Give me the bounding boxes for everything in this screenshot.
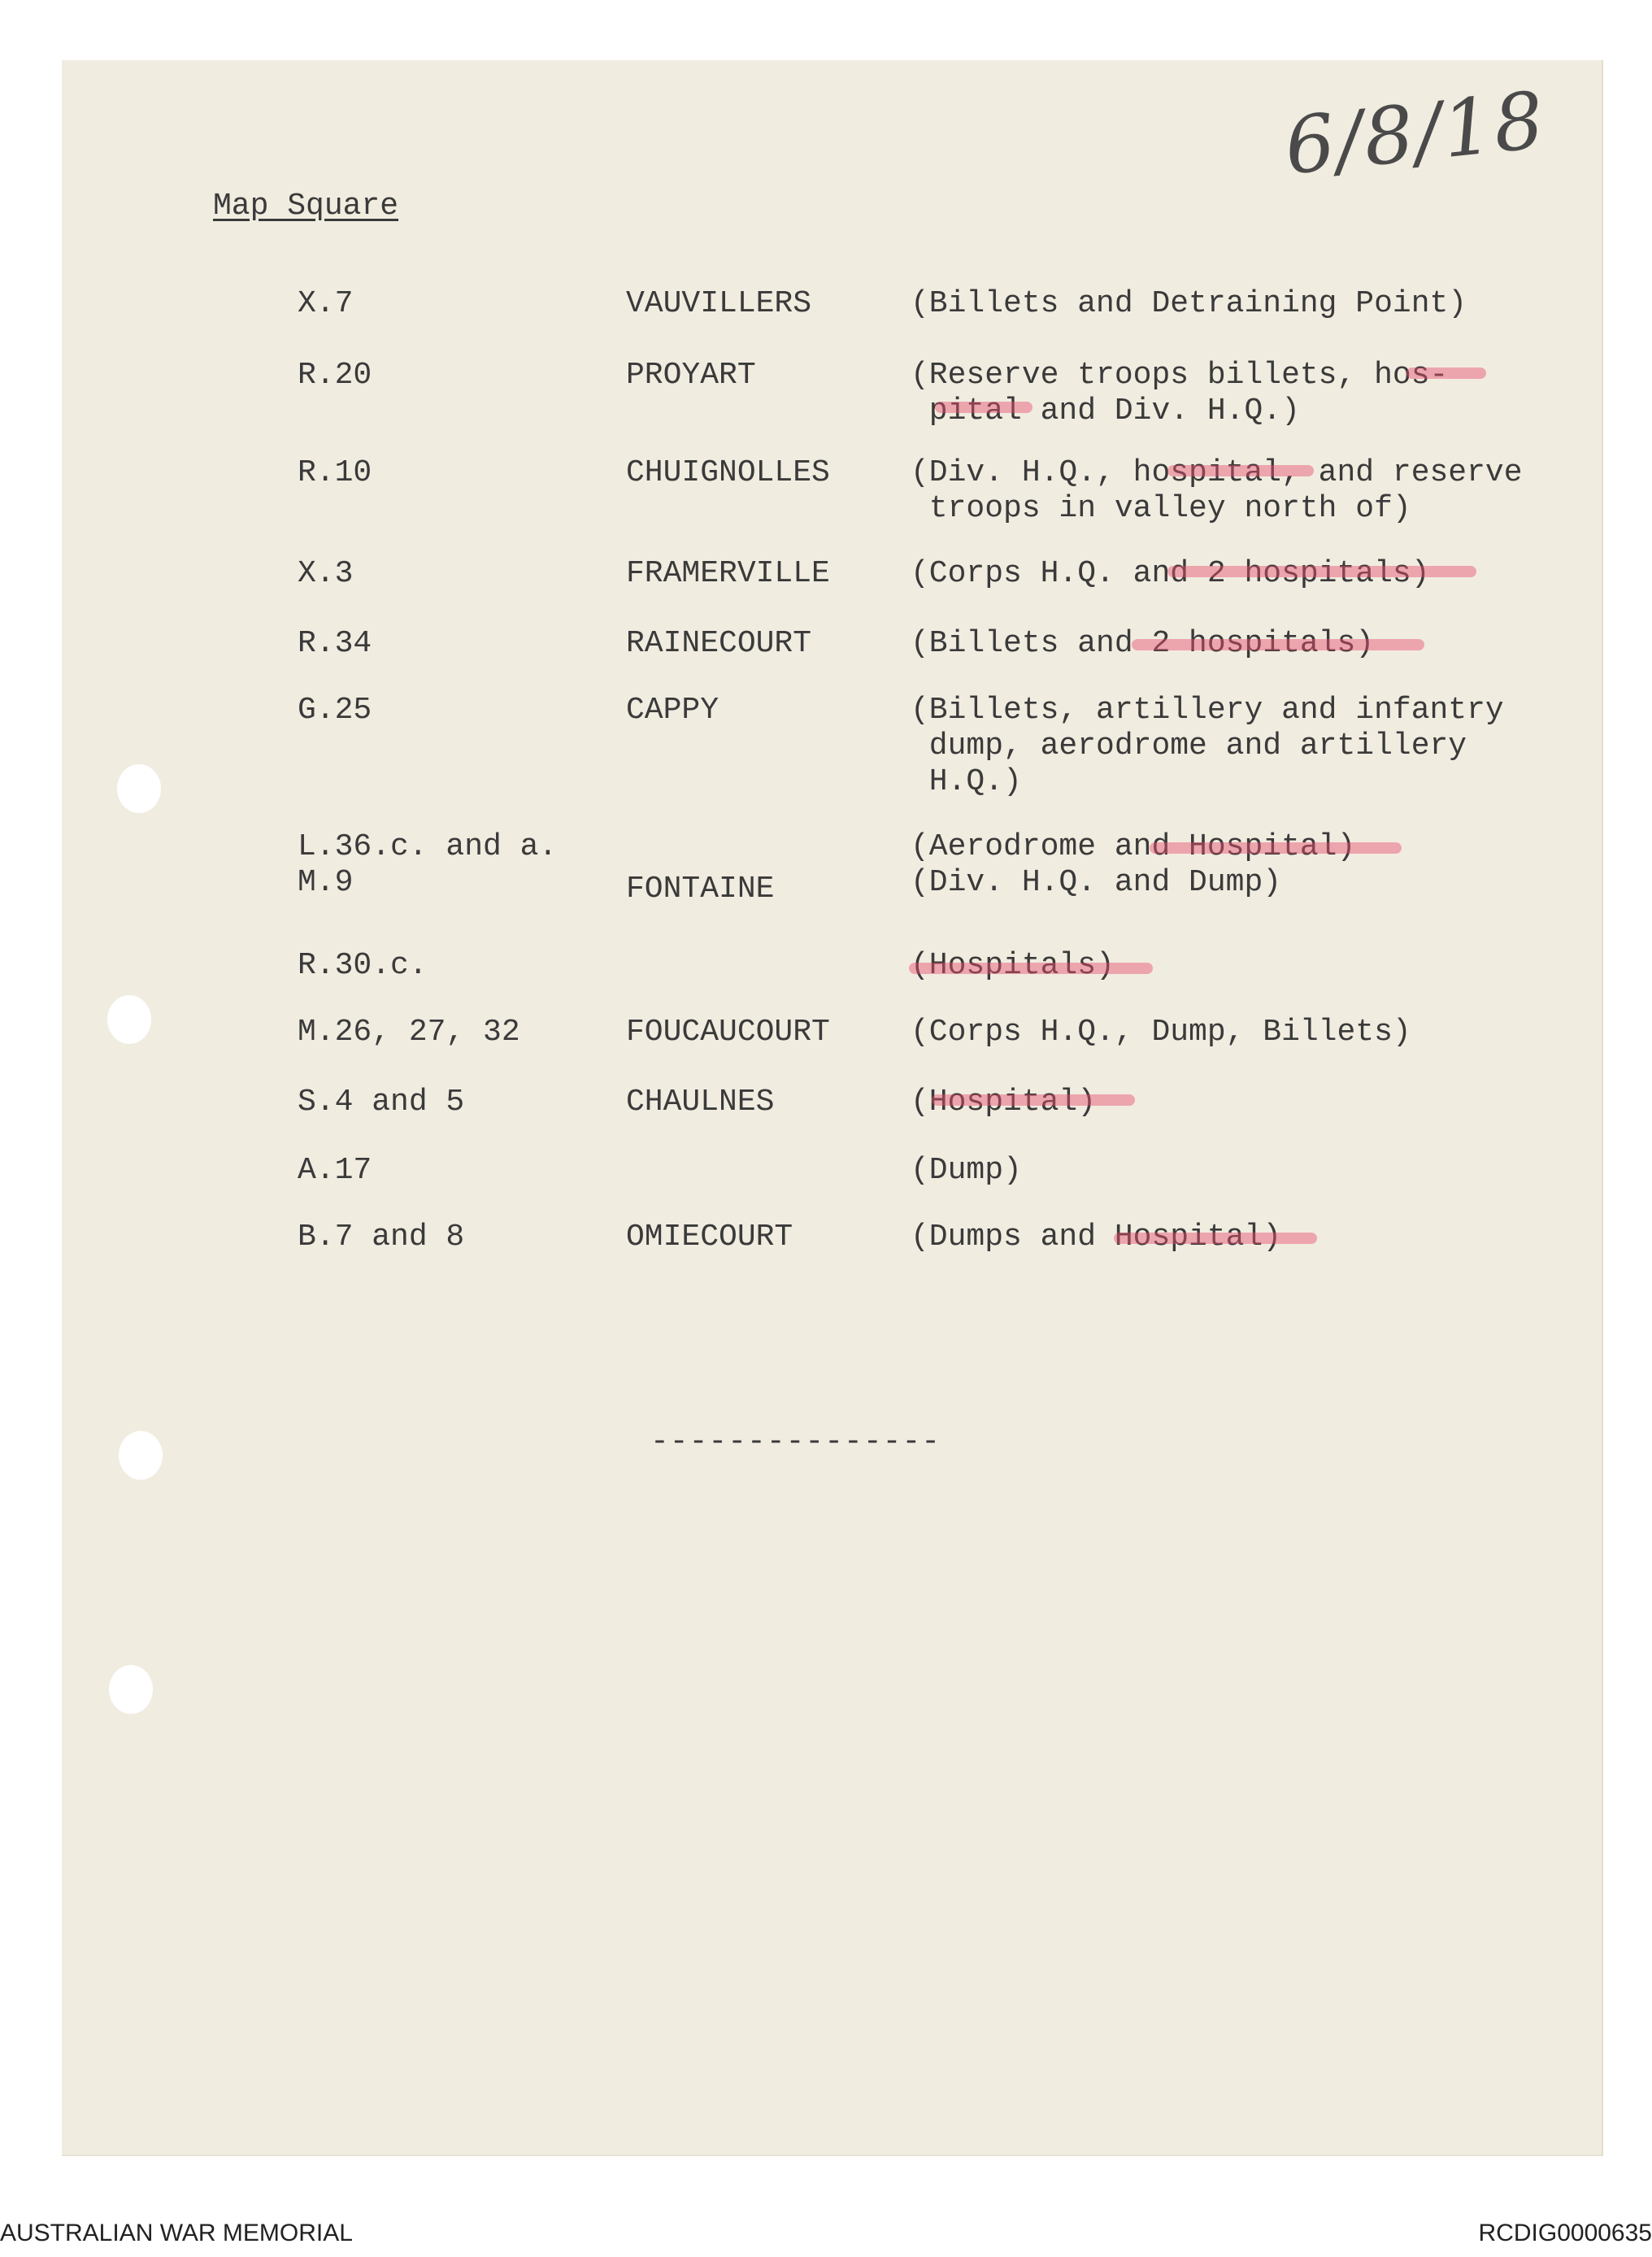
place-note: (Dumps and Hospital) [911, 1220, 1282, 1255]
map-square: R.30.c. [298, 948, 428, 983]
place-note: (Billets and Detraining Point) [911, 286, 1467, 321]
punch-hole [107, 995, 151, 1044]
map-square: M.26, 27, 32 [298, 1015, 520, 1050]
red-pencil-mark [1406, 367, 1486, 379]
red-pencil-mark [1114, 1233, 1317, 1244]
footer-reference: RCDIG0000635 [1478, 2220, 1652, 2246]
red-pencil-mark [935, 402, 1032, 413]
place-name: CAPPY [626, 693, 719, 728]
red-pencil-mark [1167, 566, 1476, 577]
place-note: (Corps H.Q., Dump, Billets) [911, 1015, 1411, 1050]
map-square: B.7 and 8 [298, 1220, 465, 1255]
place-note: (Hospitals) [911, 948, 1115, 983]
map-square: G.25 [298, 693, 372, 728]
place-note: (Reserve troops billets, hos- pital and Div. H.Q.) [911, 358, 1449, 428]
handwritten-date: 6/8/18 [1280, 74, 1550, 193]
red-pencil-mark [932, 1094, 1135, 1106]
red-pencil-mark [1167, 465, 1314, 476]
separator-line: --------------- [650, 1424, 941, 1459]
punch-hole [119, 1431, 163, 1480]
place-name: RAINECOURT [626, 626, 812, 661]
place-name: FRAMERVILLE [626, 556, 830, 591]
map-square: X.7 [298, 286, 354, 321]
place-note: (Dump) [911, 1153, 1022, 1188]
place-note: (Aerodrome and Hospital) (Div. H.Q. and Dump) [911, 829, 1356, 900]
place-name: PROYART [626, 358, 756, 393]
place-note: (Div. H.Q., hospital, and reserve troops in valley north of) [911, 455, 1523, 526]
map-square: A.17 [298, 1153, 372, 1188]
punch-hole [117, 764, 161, 813]
place-name: CHUIGNOLLES [626, 455, 830, 490]
place-name: OMIECOURT [626, 1220, 793, 1255]
place-note: (Billets and 2 hospitals) [911, 626, 1375, 661]
red-pencil-mark [909, 963, 1153, 974]
page-heading: Map Square [213, 189, 399, 224]
map-square: L.36.c. and a. M.9 [298, 829, 558, 900]
red-pencil-mark [1150, 842, 1402, 854]
place-name: FONTAINE [626, 872, 775, 907]
map-square: R.20 [298, 358, 372, 393]
punch-hole [109, 1665, 153, 1714]
place-note: (Hospital) [911, 1085, 1097, 1120]
place-name: CHAULNES [626, 1085, 775, 1120]
map-square: R.10 [298, 455, 372, 490]
footer-credit: AUSTRALIAN WAR MEMORIAL [0, 2220, 353, 2246]
map-square: X.3 [298, 556, 354, 591]
map-square: S.4 and 5 [298, 1085, 465, 1120]
place-name: FOUCAUCOURT [626, 1015, 830, 1050]
red-pencil-mark [1132, 639, 1424, 650]
place-name: VAUVILLERS [626, 286, 812, 321]
place-note: (Corps H.Q. and 2 hospitals) [911, 556, 1430, 591]
map-square: R.34 [298, 626, 372, 661]
place-note: (Billets, artillery and infantry dump, aerodrome and artillery H.Q.) [911, 693, 1504, 799]
